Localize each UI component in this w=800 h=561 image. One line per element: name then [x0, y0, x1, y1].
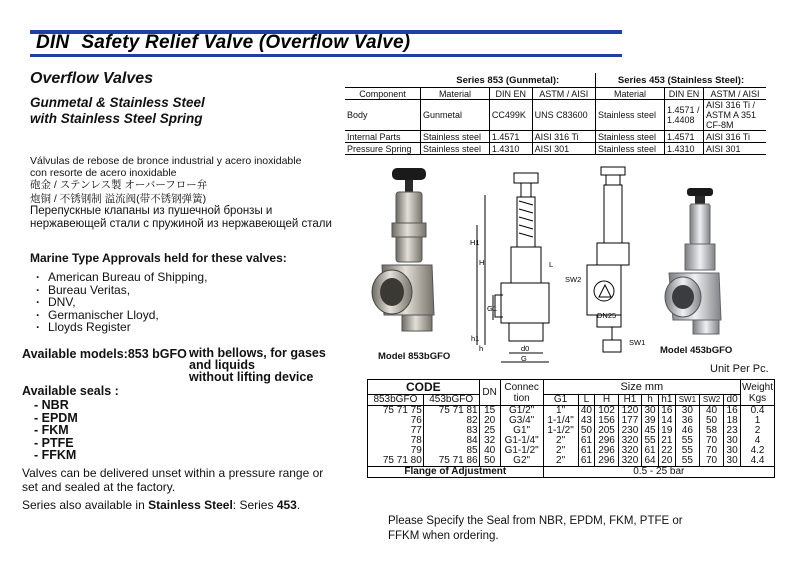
series-453-title: Series 453 (Stainless Steel): [596, 73, 766, 88]
models-value: 853 bGFO [127, 347, 187, 361]
spanish-line-2: con resorte de acero inoxidable [30, 167, 177, 179]
table-cell: 83 [423, 426, 479, 436]
table-cell: 320 [618, 446, 641, 456]
table-cell: 16 [658, 406, 675, 417]
flange-value: 0.5 - 25 bar [543, 467, 774, 478]
also-end: . [296, 498, 301, 512]
valve-853-photo [362, 165, 442, 345]
table-cell: 32 [479, 436, 500, 446]
dim-SW1: SW1 [629, 338, 646, 347]
heading-overflow-valves: Overflow Valves [30, 70, 154, 87]
table-cell: 25 [479, 426, 500, 436]
also-stainless: Stainless Steel [148, 498, 233, 512]
spanish-line-1: Válvulas de rebose de bronce industrial y acero inoxidable [30, 155, 302, 167]
dim-DN25: DN25 [597, 311, 617, 320]
table-cell: 1" [543, 406, 578, 417]
table-cell: 23 [724, 426, 741, 436]
table-cell: G3/4" [500, 416, 543, 426]
table-cell: 36 [675, 416, 699, 426]
table-cell: 120 [618, 406, 641, 417]
dim-h1: h1 [471, 334, 480, 343]
table-cell: 70 [699, 436, 723, 446]
code-size-table [367, 379, 775, 478]
dim-H: H [479, 258, 485, 267]
model-853-caption: Model 853bGFO [378, 351, 451, 362]
table-cell: G2" [500, 456, 543, 467]
table-cell: 2" [543, 456, 578, 467]
table-cell: 61 [578, 436, 595, 446]
table-cell: G1-1/4" [500, 436, 543, 446]
models-desc-3: without lifting device [189, 370, 314, 384]
table-cell: 75 71 80 [368, 456, 424, 467]
table-cell: 77 [368, 426, 424, 436]
also-available [22, 498, 300, 512]
series-853-title: Series 853 (Gunmetal): [456, 74, 560, 86]
table-cell: 58 [699, 426, 723, 436]
dn-header: DN [479, 380, 500, 406]
weight-header: Weight Kgs [742, 381, 773, 404]
table-cell: 30 [675, 406, 699, 417]
table-cell: 75 71 86 [423, 456, 479, 467]
table-cell: 2" [543, 436, 578, 446]
table-row [368, 456, 775, 467]
table-cell: 20 [658, 456, 675, 467]
table-cell: 39 [642, 416, 659, 426]
knob-icon [687, 188, 713, 196]
seals-title: Available seals : [22, 384, 119, 398]
list-item: - NBR [34, 398, 69, 412]
dim-SW2: SW2 [565, 275, 582, 284]
list-item: · DNV, [36, 296, 207, 309]
table-cell: 50 [699, 416, 723, 426]
table-cell: 61 [578, 456, 595, 467]
table-cell: 82 [423, 416, 479, 426]
table-cell: 55 [675, 446, 699, 456]
unset-note-2: set and sealed at the factory. [22, 480, 176, 494]
table-cell: 30 [724, 446, 741, 456]
table-cell: 18 [724, 416, 741, 426]
dim-H1: H1 [470, 238, 480, 247]
table-cell: 50 [479, 456, 500, 467]
knob-icon [392, 168, 426, 180]
models-desc-1: with bellows, for gases [189, 346, 326, 360]
table-cell: 4.2 [741, 446, 775, 456]
table-cell: 45 [642, 426, 659, 436]
seals-list [34, 399, 78, 462]
table-cell: 205 [595, 426, 618, 436]
table-cell: 16 [724, 406, 741, 417]
table-cell: 40 [699, 406, 723, 417]
table-cell: 84 [423, 436, 479, 446]
subheading-material: Gunmetal & Stainless Steel [30, 95, 205, 110]
table-cell: 40 [578, 406, 595, 417]
size-header: Size mm [543, 380, 740, 395]
table-row: Internal Parts Stainless steel 1.4571 AISI 316 Ti Stainless steel 1.4571 AISI 316 Ti [345, 131, 766, 143]
table-cell: 15 [479, 406, 500, 417]
table-header-row: 853bGFO 453bGFO G1 L H H1 h h1 SW1 SW2 d0 [368, 395, 775, 406]
table-cell: 102 [595, 406, 618, 417]
model-453-caption: Model 453bGFO [660, 345, 733, 356]
russian-text: Перепускные клапаны из пушечной бронзы и нержавеющей стали с пружиной из нержавеющей стали [30, 205, 332, 230]
table-cell: 2" [543, 446, 578, 456]
table-cell: 50 [578, 426, 595, 436]
din-prefix: DIN [36, 32, 70, 53]
table-cell: 320 [618, 436, 641, 446]
list-item: - EPDM [34, 410, 78, 425]
unset-note-1: Valves can be delivered unset within a pressure range or [22, 466, 324, 480]
table-cell: 55 [675, 436, 699, 446]
table-cell: 30 [724, 436, 741, 446]
models-desc-2: and liquids [189, 358, 255, 372]
order-note-2: FFKM when ordering. [388, 530, 499, 542]
japanese-text: 砲金 / ステンレス製 オーバーフロー弁 [30, 179, 208, 191]
page-title [36, 32, 410, 54]
table-cell: G1" [500, 426, 543, 436]
table-cell: 70 [699, 446, 723, 456]
code-rows [368, 406, 775, 467]
approvals-list [36, 271, 207, 334]
dim-G1: G1 [487, 304, 498, 313]
table-cell: 55 [675, 456, 699, 467]
chinese-text: 炮铜 / 不锈钢制 溢流阀(带不锈钢弹簧) [30, 193, 207, 205]
also-suffix: : Series [232, 498, 277, 512]
valve-453-photo [655, 185, 735, 345]
dim-G: G [521, 354, 527, 363]
flange-label: Flange of Adjustment [368, 467, 544, 478]
unit-note: Unit Per Pc. [710, 363, 769, 375]
table-header-row: Component Material DIN EN ASTM / AISI Material DIN EN ASTM / AISI [345, 88, 766, 100]
table-cell: 2 [741, 426, 775, 436]
table-cell: 296 [595, 456, 618, 467]
dim-h: h [479, 344, 484, 353]
list-item: · Germanischer Lloyd, [36, 309, 207, 322]
table-cell: 156 [595, 416, 618, 426]
list-item: - FFKM [34, 448, 77, 462]
table-cell: 320 [618, 456, 641, 467]
table-cell: G1/2" [500, 406, 543, 417]
table-cell: 76 [368, 416, 424, 426]
table-cell: 85 [423, 446, 479, 456]
dim-d0: d0 [521, 344, 530, 353]
table-cell: 230 [618, 426, 641, 436]
table-cell: 1-1/4" [543, 416, 578, 426]
table-cell: 55 [642, 436, 659, 446]
list-item: · Bureau Veritas, [36, 284, 207, 297]
table-cell: 40 [479, 446, 500, 456]
table-cell: G1-1/2" [500, 446, 543, 456]
table-row: Body Gunmetal CC499K UNS C83600 Stainless steel 1.4571 / 1.4408 AISI 316 Ti / ASTM A 351 CF-8M [345, 100, 766, 131]
code-header: CODE [368, 380, 480, 395]
also-prefix: Series also available in [22, 498, 149, 512]
table-row: Pressure Spring Stainless steel 1.4310 AISI 301 Stainless steel 1.4310 AISI 301 [345, 143, 766, 155]
table-cell: 4 [741, 436, 775, 446]
table-cell: 79 [368, 446, 424, 456]
table-cell: 1-1/2" [543, 426, 578, 436]
table-cell: 0.4 [741, 406, 775, 417]
materials-table [345, 73, 766, 155]
table-cell: 30 [642, 406, 659, 417]
models-description [189, 347, 326, 383]
table-cell: 296 [595, 446, 618, 456]
table-cell: 61 [578, 446, 595, 456]
list-item: · Lloyds Register [36, 321, 207, 334]
table-cell: 21 [658, 436, 675, 446]
table-cell: 75 71 75 [368, 406, 424, 417]
unset-note [22, 466, 323, 494]
table-cell: 177 [618, 416, 641, 426]
table-cell: 296 [595, 436, 618, 446]
table-cell: 78 [368, 436, 424, 446]
subheading-spring: with Stainless Steel Spring [30, 111, 203, 126]
table-cell: 1 [741, 416, 775, 426]
dimension-drawing [463, 165, 653, 370]
models-label: Available models: [22, 347, 128, 361]
table-cell: 19 [658, 426, 675, 436]
table-cell: 61 [642, 446, 659, 456]
connection-header: Connec tion [500, 380, 543, 406]
list-item: · American Bureau of Shipping, [36, 271, 207, 284]
table-cell: 20 [479, 416, 500, 426]
flange-row [368, 467, 775, 478]
table-cell: 64 [642, 456, 659, 467]
order-note-1: Please Specify the Seal from NBR, EPDM, FKM, PTFE or [388, 515, 683, 527]
table-cell: 43 [578, 416, 595, 426]
table-cell: 70 [699, 456, 723, 467]
table-cell: 75 71 81 [423, 406, 479, 417]
table-cell: 22 [658, 446, 675, 456]
list-item: - PTFE [34, 435, 74, 450]
also-series: 453 [276, 498, 297, 512]
list-item: - FKM [34, 423, 69, 437]
table-cell: 14 [658, 416, 675, 426]
models-line [22, 347, 187, 361]
order-note [388, 514, 683, 544]
title-text: Safety Relief Valve (Overflow Valve) [81, 32, 411, 53]
table-cell: 4.4 [741, 456, 775, 467]
table-cell: 46 [675, 426, 699, 436]
dim-L: L [549, 260, 554, 269]
table-cell: 30 [724, 456, 741, 467]
approvals-title: Marine Type Approvals held for these valves: [30, 251, 287, 265]
